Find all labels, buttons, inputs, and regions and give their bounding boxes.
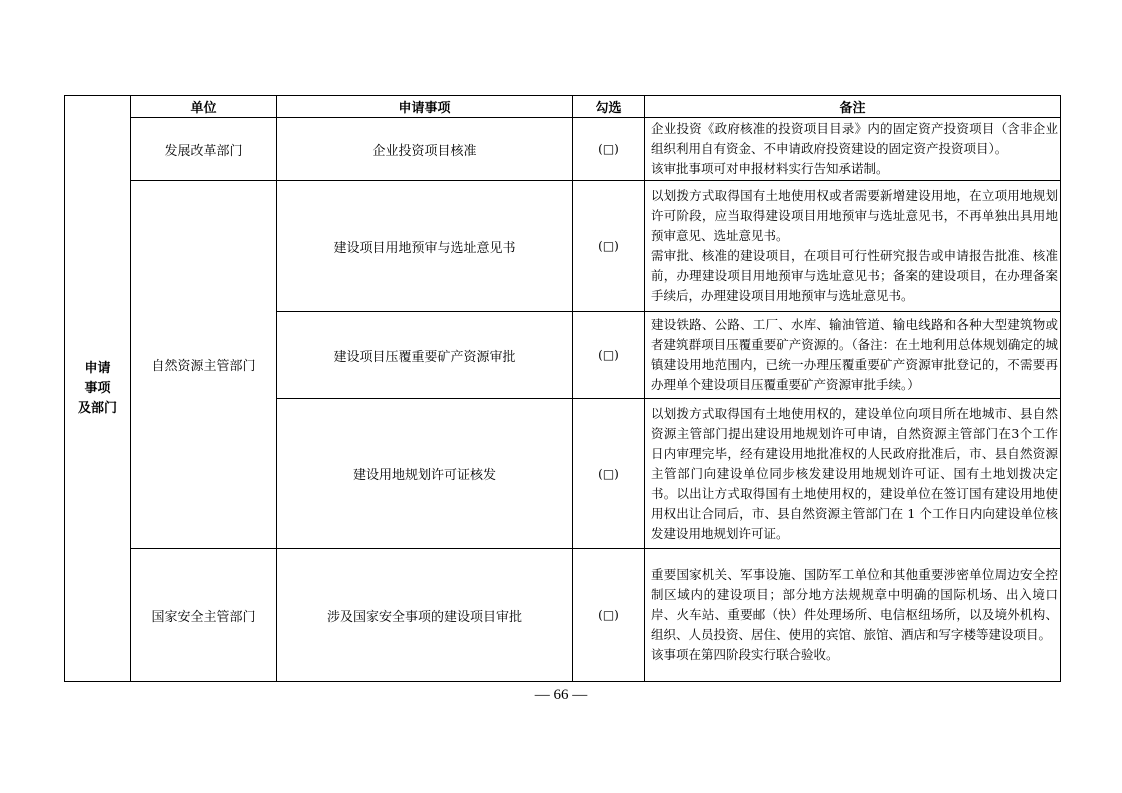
unit-cell: 发展改革部门: [131, 118, 277, 181]
page-number: — 66 —: [534, 687, 588, 703]
side-label-line-2: 事项: [84, 380, 111, 396]
note-cell: [645, 118, 1061, 181]
side-label-line-1: 申请: [84, 360, 111, 376]
checkbox[interactable]: (□): [573, 118, 645, 181]
side-label-cell: [65, 96, 131, 682]
note-cell: [645, 312, 1061, 399]
side-label-line-3: 及部门: [77, 400, 117, 416]
note-paragraph: 以划拨方式取得国有土地使用权的，建设单位向项目所在地城市、县自然资源主管部门提出建设用地规划许可申请，自然资源主管部门在3个工作日内审理完毕，经有建设用地批准权的人民政府批准后，市、县自然资源主管部门向建设单位同步核发建设用地规划许可证、国有土地划拨决定书。以出让方式取得国有土地使用权的，建设单位在签订国有建设用地使用权出让合同后，市、县自然资源主管部门在 1 个工作日内向建设单位核发建设用地规划许可证。: [651, 405, 1058, 541]
note-paragraph: 以划拨方式取得国有土地使用权或者需要新增建设用地，在立项用地规划许可阶段，应当取得建设项目用地预审与选址意见书，不再单独出具用地预审意见、选址意见书。: [651, 188, 1058, 243]
item-cell: 建设项目压覆重要矿产资源审批: [277, 312, 573, 399]
note-paragraph: 该审批事项可对申报材料实行告知承诺制。: [651, 161, 889, 176]
note-cell: [645, 549, 1061, 682]
note-paragraph: 企业投资《政府核准的投资项目目录》内的固定资产投资项目（含非企业组织利用自有资金、不申请政府投资建设的固定资产投资项目）。: [651, 121, 1058, 156]
note-paragraph: 重要国家机关、军事设施、国防军工单位和其他重要涉密单位周边安全控制区域内的建设项目；部分地方法规规章中明确的国际机场、出入境口岸、火车站、重要邮（快）件处理场所、电信枢纽场所，以及境外机构、组织、人员投资、居住、使用的宾馆、旅馆、酒店和写字楼等建设项目。: [651, 567, 1058, 642]
header-row: [65, 96, 1061, 118]
application-table: [64, 95, 1061, 682]
note-cell: [645, 399, 1061, 549]
checkbox[interactable]: (□): [573, 549, 645, 682]
table-row: [65, 181, 1061, 312]
checkbox[interactable]: (□): [573, 399, 645, 549]
header-item: 申请事项: [277, 96, 573, 118]
note-paragraph: 需审批、核准的建设项目，在项目可行性研究报告或申请报告批准、核准前，办理建设项目用地预审与选址意见书；备案的建设项目，在办理备案手续后，办理建设项目用地预审与选址意见书。: [651, 248, 1058, 303]
header-check: 勾选: [573, 96, 645, 118]
header-unit: 单位: [131, 96, 277, 118]
header-note: 备注: [645, 96, 1061, 118]
note-cell: [645, 181, 1061, 312]
item-cell: 建设项目用地预审与选址意见书: [277, 181, 573, 312]
table-row: [65, 118, 1061, 181]
note-paragraph: 该事项在第四阶段实行联合验收。: [651, 647, 839, 662]
item-cell: 涉及国家安全事项的建设项目审批: [277, 549, 573, 682]
item-cell: 建设用地规划许可证核发: [277, 399, 573, 549]
note-paragraph: 建设铁路、公路、工厂、水库、输油管道、输电线路和各种大型建筑物或者建筑群项目压覆重要矿产资源的。（备注：在土地利用总体规划确定的城镇建设用地范围内，已统一办理压覆重要矿产资源审批登记的，不需要再办理单个建设项目压覆重要矿产资源审批手续。）: [651, 317, 1058, 392]
unit-cell: 自然资源主管部门: [131, 181, 277, 549]
item-cell: 企业投资项目核准: [277, 118, 573, 181]
table-row: [65, 549, 1061, 682]
unit-cell: 国家安全主管部门: [131, 549, 277, 682]
checkbox[interactable]: (□): [573, 181, 645, 312]
checkbox[interactable]: (□): [573, 312, 645, 399]
